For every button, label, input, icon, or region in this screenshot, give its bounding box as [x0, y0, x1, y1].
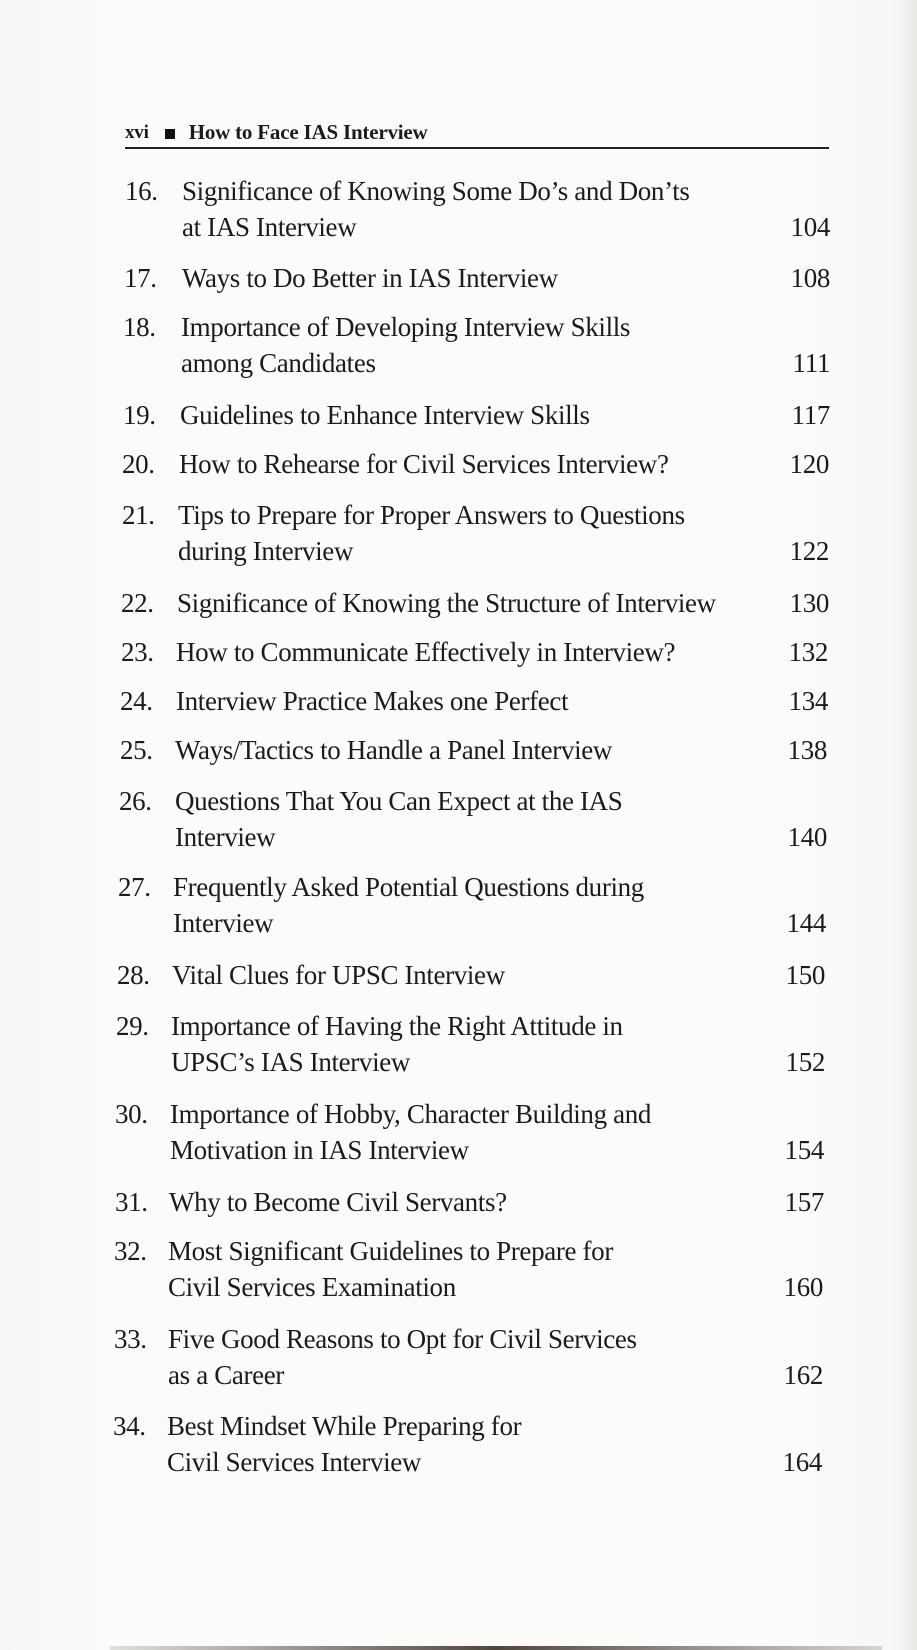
chapter-page-number: 164 [782, 1447, 822, 1477]
chapter-title: Significance of Knowing Some Do’s and Don’ts at IAS Interview [182, 176, 690, 242]
chapter-page-number: 160 [783, 1272, 823, 1302]
toc-entry [0, 260, 917, 296]
chapter-title: Ways to Do Better in IAS Interview [182, 263, 558, 293]
toc-entry [0, 1321, 917, 1393]
chapter-number: 19. [123, 400, 156, 430]
toc-entry [0, 1408, 917, 1480]
chapter-number: 25. [120, 735, 153, 765]
chapter-number: 33. [114, 1324, 147, 1354]
chapter-number: 30. [115, 1099, 148, 1129]
chapter-number: 29. [116, 1011, 149, 1041]
chapter-number: 17. [124, 263, 157, 293]
toc-entry [0, 957, 917, 993]
chapter-title: Tips to Prepare for Proper Answers to Questions during Interview [178, 500, 685, 566]
chapter-page-number: 130 [789, 588, 829, 618]
toc-entry [0, 397, 917, 433]
chapter-page-number: 111 [792, 348, 830, 378]
toc-entry [0, 585, 917, 621]
chapter-title: Significance of Knowing the Structure of Interview [177, 588, 716, 618]
chapter-title: Guidelines to Enhance Interview Skills [180, 400, 590, 430]
chapter-page-number: 154 [784, 1135, 824, 1165]
chapter-page-number: 120 [789, 449, 829, 479]
page-number: xvi [125, 121, 149, 143]
chapter-number: 23. [121, 637, 154, 667]
chapter-number: 18. [123, 312, 156, 342]
chapter-page-number: 157 [784, 1187, 824, 1217]
chapter-title: How to Communicate Effectively in Interview? [176, 637, 676, 667]
toc-entry [0, 1008, 917, 1080]
chapter-number: 24. [120, 686, 153, 716]
toc-entry [0, 634, 917, 670]
chapter-page-number: 104 [790, 212, 830, 242]
chapter-page-number: 122 [789, 536, 829, 566]
toc-entry [0, 446, 917, 482]
chapter-title: Most Significant Guidelines to Prepare for Civil Services Examination [168, 1236, 613, 1302]
chapter-title: Why to Become Civil Servants? [169, 1187, 507, 1217]
chapter-title: Best Mindset While Preparing for Civil Services Interview [167, 1411, 522, 1477]
chapter-number: 21. [122, 500, 155, 530]
chapter-page-number: 132 [788, 637, 828, 667]
toc-entry [0, 1233, 917, 1305]
chapter-number: 27. [118, 872, 151, 902]
chapter-title: Interview Practice Makes one Perfect [176, 686, 569, 716]
toc-entry [0, 173, 917, 245]
toc-entry [0, 1184, 917, 1220]
chapter-number: 20. [122, 449, 155, 479]
chapter-number: 16. [125, 176, 158, 206]
book-title: How to Face IAS Interview [188, 120, 428, 144]
chapter-title: Importance of Developing Interview Skills among Candidates [181, 312, 631, 378]
chapter-page-number: 152 [785, 1047, 825, 1077]
chapter-page-number: 108 [790, 263, 830, 293]
chapter-page-number: 140 [787, 822, 827, 852]
toc-entry [0, 1096, 917, 1168]
chapter-number: 34. [113, 1411, 146, 1441]
chapter-page-number: 117 [791, 400, 830, 430]
chapter-number: 32. [114, 1236, 147, 1266]
toc-entry [0, 309, 917, 381]
chapter-title: Ways/Tactics to Handle a Panel Interview [175, 735, 613, 765]
chapter-title: Vital Clues for UPSC Interview [172, 960, 505, 990]
chapter-page-number: 134 [788, 686, 828, 716]
chapter-page-number: 162 [783, 1360, 823, 1390]
toc-entry [0, 683, 917, 719]
chapter-title: Importance of Hobby, Character Building and Motivation in IAS Interview [170, 1099, 652, 1165]
toc-entry [0, 497, 917, 569]
chapter-title: Frequently Asked Potential Questions during Interview [173, 872, 644, 938]
toc-entry [0, 783, 917, 855]
chapter-title: Five Good Reasons to Opt for Civil Services as a Career [168, 1324, 637, 1390]
chapter-title: Importance of Having the Right Attitude in UPSC’s IAS Interview [171, 1011, 623, 1077]
chapter-number: 22. [121, 588, 154, 618]
chapter-page-number: 144 [786, 908, 826, 938]
chapter-title: Questions That You Can Expect at the IAS Interview [175, 786, 623, 852]
chapter-title: How to Rehearse for Civil Services Interview? [179, 449, 669, 479]
chapter-page-number: 138 [787, 735, 827, 765]
chapter-number: 26. [119, 786, 152, 816]
toc-entry [0, 869, 917, 941]
chapter-page-number: 150 [785, 960, 825, 990]
chapter-number: 28. [117, 960, 150, 990]
toc-entry [0, 732, 917, 768]
chapter-number: 31. [115, 1187, 148, 1217]
